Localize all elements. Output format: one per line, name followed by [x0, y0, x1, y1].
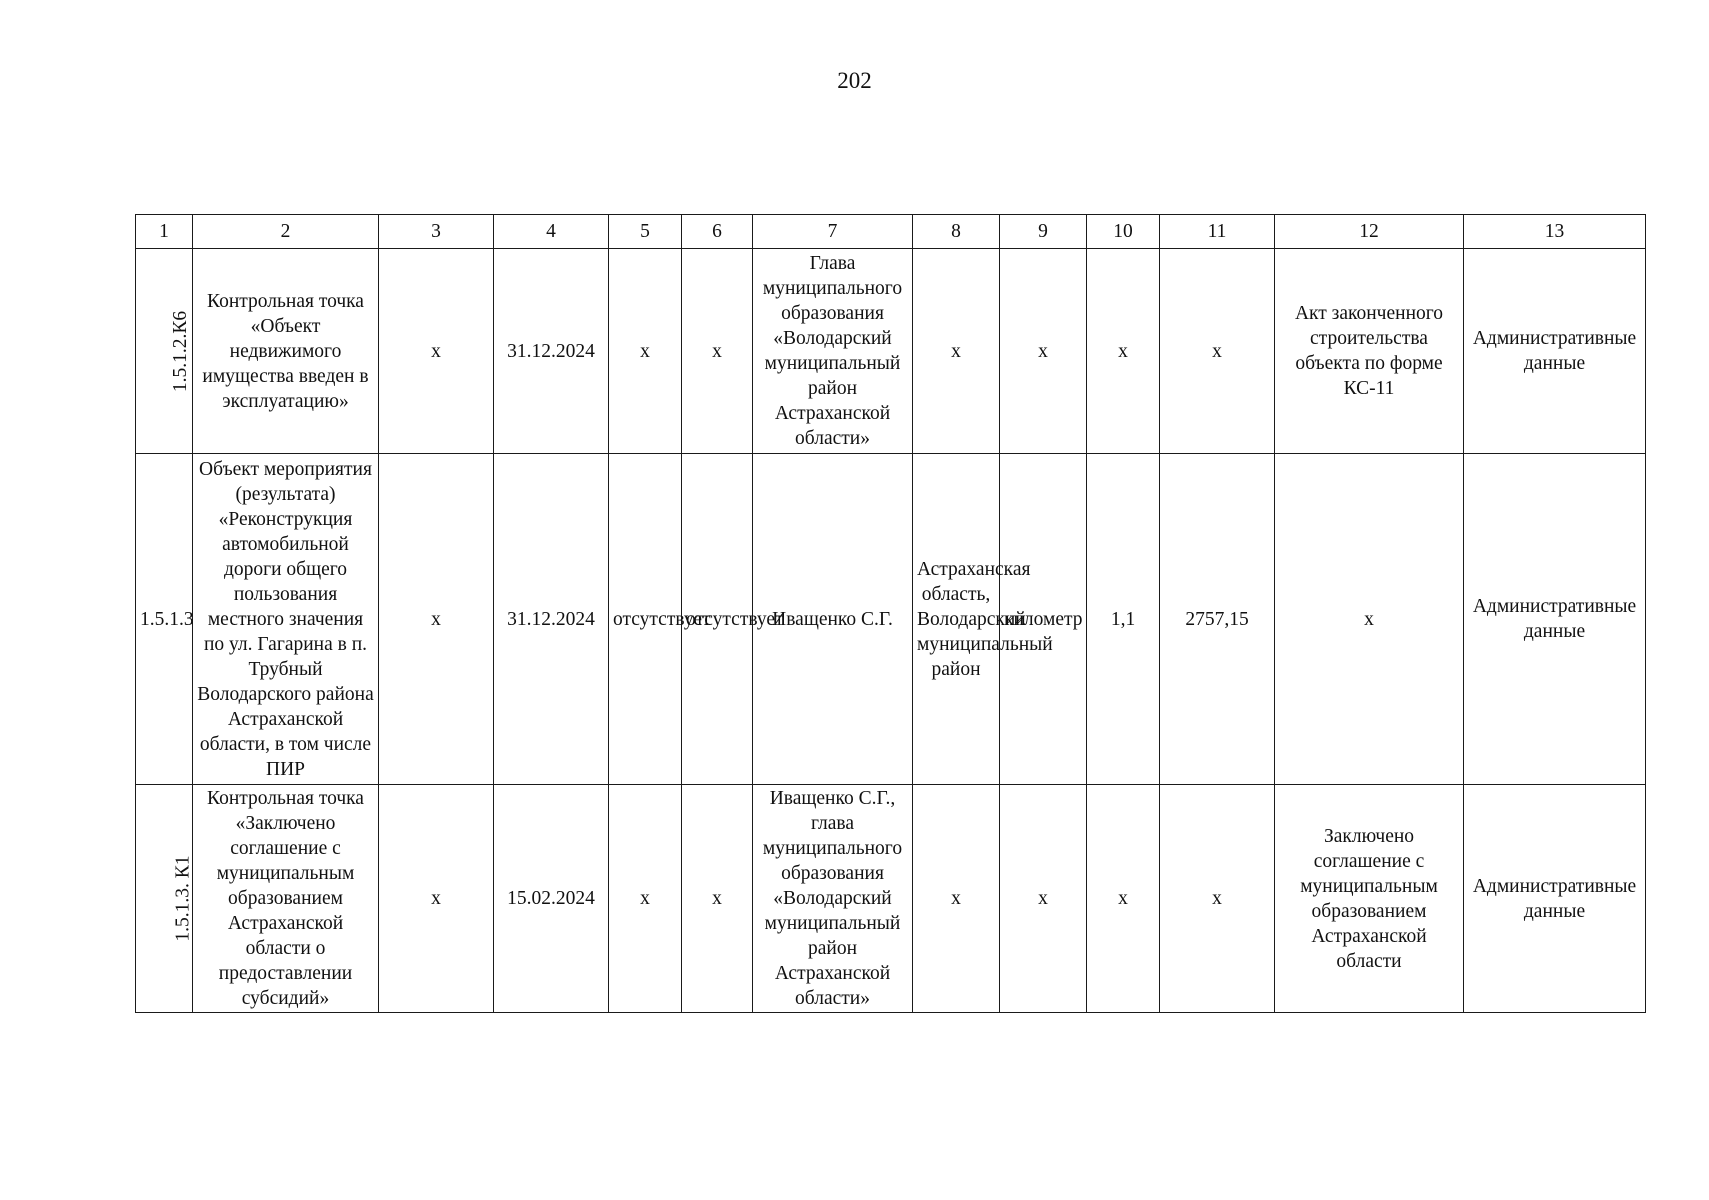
cell-col-9: километр	[1000, 454, 1087, 785]
row-document: Акт законченного строительства объекта по форме КС-11	[1275, 249, 1464, 454]
column-header: 11	[1160, 215, 1275, 249]
column-header: 8	[913, 215, 1000, 249]
cell-col-10: x	[1087, 249, 1160, 454]
page-number: 202	[837, 68, 872, 93]
column-header: 4	[494, 215, 609, 249]
row-document: Заключено соглашение с муниципальным образованием Астраханской области	[1275, 785, 1464, 1013]
cell-col-5: x	[609, 785, 682, 1013]
table-row	[136, 785, 1646, 1013]
cell-col-6: отсутствует	[682, 454, 753, 785]
cell-col-9: x	[1000, 785, 1087, 1013]
table-header-row	[136, 215, 1646, 249]
column-header: 6	[682, 215, 753, 249]
cell-col-11: 2757,15	[1160, 454, 1275, 785]
row-responsible: Иващенко С.Г., глава муниципального образования «Володарский муниципальный район Астраханской области»	[753, 785, 913, 1013]
cell-col-3: x	[379, 454, 494, 785]
cell-col-5: отсутствует	[609, 454, 682, 785]
row-responsible: Глава муниципального образования «Володарский муниципальный район Астраханской области»	[753, 249, 913, 454]
column-header: 12	[1275, 215, 1464, 249]
cell-col-6: x	[682, 249, 753, 454]
column-header: 2	[193, 215, 379, 249]
column-header: 1	[136, 215, 193, 249]
cell-col-8: x	[913, 785, 1000, 1013]
row-code: 1.5.1.2.К6	[170, 310, 192, 392]
column-header: 9	[1000, 215, 1087, 249]
column-header: 7	[753, 215, 913, 249]
row-document: x	[1275, 454, 1464, 785]
cell-col-3: x	[379, 785, 494, 1013]
row-code: 1.5.1.3. К1	[172, 855, 194, 942]
row-source: Административные данные	[1464, 454, 1646, 785]
row-name: Контрольная точка «Объект недвижимого имущества введен в эксплуатацию»	[193, 249, 379, 454]
cell-col-8: Астраханская область, Володарский муниципальный район	[913, 454, 1000, 785]
row-source: Административные данные	[1464, 785, 1646, 1013]
row-name: Контрольная точка «Заключено соглашение с муниципальным образованием Астраханской области о предоставлении субсидий»	[193, 785, 379, 1013]
row-code-cell	[136, 785, 193, 1013]
row-date: 31.12.2024	[494, 249, 609, 454]
row-responsible: Иващенко С.Г.	[753, 454, 913, 785]
cell-col-8: x	[913, 249, 1000, 454]
column-header: 3	[379, 215, 494, 249]
column-header: 13	[1464, 215, 1646, 249]
row-code: 1.5.1.3	[136, 454, 193, 785]
cell-col-11: x	[1160, 785, 1275, 1013]
row-name: Объект мероприятия (результата) «Реконструкция автомобильной дороги общего пользования местного значения по ул. Гагарина в п. Трубный Володарского района Астраханской области, в том числе ПИР	[193, 454, 379, 785]
cell-col-10: 1,1	[1087, 454, 1160, 785]
cell-col-6: x	[682, 785, 753, 1013]
cell-col-3: x	[379, 249, 494, 454]
table-row	[136, 454, 1646, 785]
column-header: 10	[1087, 215, 1160, 249]
row-date: 31.12.2024	[494, 454, 609, 785]
cell-col-9: x	[1000, 249, 1087, 454]
table-row	[136, 249, 1646, 454]
column-header: 5	[609, 215, 682, 249]
row-source: Административные данные	[1464, 249, 1646, 454]
document-table	[135, 214, 1646, 1013]
row-code-cell	[136, 249, 193, 454]
row-date: 15.02.2024	[494, 785, 609, 1013]
cell-col-10: x	[1087, 785, 1160, 1013]
cell-col-5: x	[609, 249, 682, 454]
cell-col-11: x	[1160, 249, 1275, 454]
